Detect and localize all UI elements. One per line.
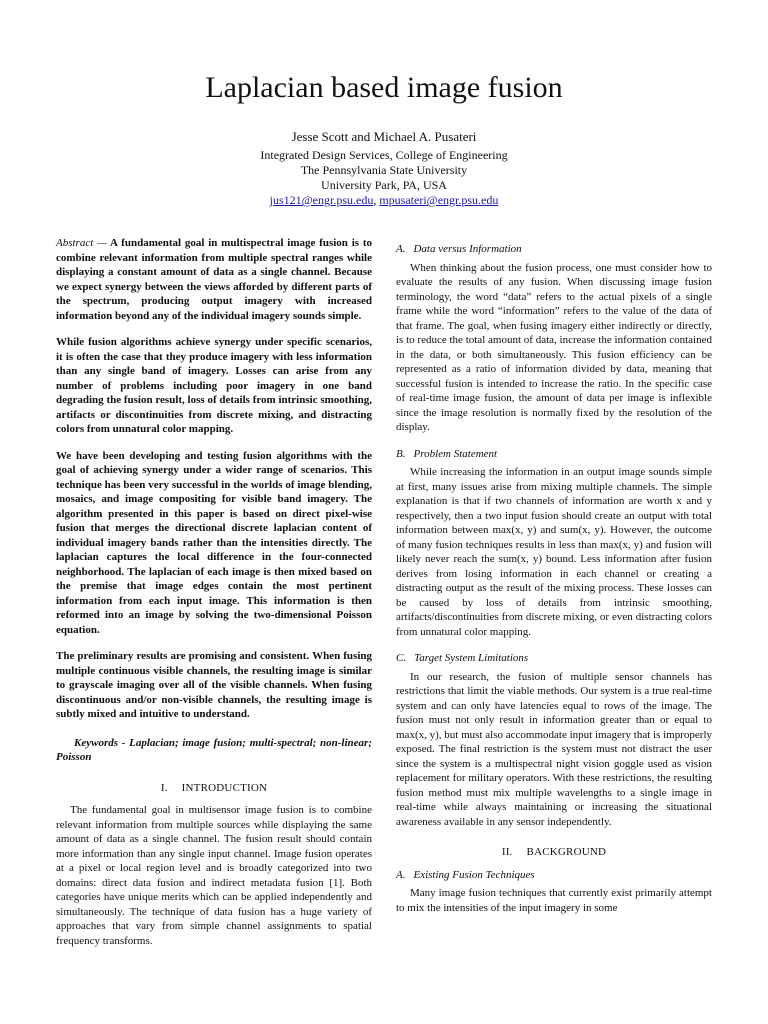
subsection-heading-data-information (396, 242, 712, 257)
section-number: I. (160, 781, 168, 794)
abstract-lead: Abstract — (56, 237, 107, 249)
introduction-paragraph: The fundamental goal in multisensor image fusion is to combine relevant information from multiple sources while displaying the same amount of data as a single channel. The fusion result should contain more information than any single input channel. Image fusion operates at a pixel or local region level and is broadly categorized into two domains: direct data fusion and indirect metadata fusion [1]. Both categories have unique merits which can be applied independently and simultaneously. The technique of data fusion has a huge variety of approaches that vary from simple channel assignments to spatial frequency transforms. (56, 804, 372, 947)
left-column (56, 236, 372, 960)
subsection-heading-problem-statement (396, 447, 712, 462)
section-heading-background (396, 845, 712, 860)
section-title-initial: B (526, 846, 535, 858)
section-heading-introduction (56, 781, 372, 796)
email-line (0, 193, 768, 208)
abstract-paragraph: While fusion algorithms achieve synergy under specific scenarios, it is often the case that they produce imagery with less information than any single band of imagery. Losses can arise from any number of problems including poor imagery in one band degrading the fusion result, loss of details from intrinsic smoothing, artifacts or discontinuities from discrete mixing, and distracting colors from unnatural color mapping. (56, 336, 372, 435)
subsection-title: Existing Fusion Techniques (413, 868, 535, 881)
abstract-paragraph (56, 236, 372, 323)
subsection-letter: B. (396, 447, 406, 460)
affiliation-line: Integrated Design Services, College of Engineering (260, 148, 508, 162)
subsection-heading-existing-techniques (396, 868, 712, 883)
email-link-scott[interactable]: jus121@engr.psu.edu (269, 193, 374, 207)
affiliation-line: The Pennsylvania State University (300, 163, 468, 177)
email-link-pusateri[interactable]: mpusateri@engr.psu.edu (379, 193, 499, 207)
section-title-initial: I (181, 781, 186, 794)
abstract-text: A fundamental goal in multispectral image fusion is to combine relevant information from multiple spectral ranges while displaying a constant amount of data as a single channel. Because we expect synergy between the views afforded by different parts of the spectrum, producing output imagery with increased information beyond any of the individual imagery sounds simple. (56, 237, 372, 322)
affiliation-line: University Park, PA, USA (321, 178, 447, 192)
subsection-title: Data versus Information (413, 243, 522, 255)
target-system-paragraph: In our research, the fusion of multiple sensor channels has restrictions that limit the viable methods. Our system is a true real-time system and can only have latencies equal to rows of the image. The fusion must not only result in information greater than or equal to max(x, y), but must also accommodate input imagery that is improperly exposed. The final restriction is the system must not distract the user since the system is a multispectral night vision goggle used as vision replacement for military operators. With these restrictions, the resulting fusion method must mix multiple wavelengths to a single image in real-time while always maintaining or increasing the situational awareness available in any sensor independently. (396, 670, 712, 828)
problem-statement-paragraph: While increasing the information in an output image sounds simple at first, many issues arise from mixing multiple channels. The simple explanation is that if two channels of information are worth x and y respectively, then a two input fusion should create an output with total information between max(x, y) and sum(x, y). However, the outcome of many fusion techniques results in less than max(x, y) and fusion will likely never reach the sum(x, y) bound. Less information after fusion derives from losing information in each channel or creating a distracting output as the result of the mixing process. These losses can be caused by loss of details from intrinsic smoothing, artifacts/discontinuities from discrete mixing, or even distracting colors from unnatural color mapping. (396, 466, 712, 638)
data-information-paragraph: When thinking about the fusion process, one must consider how to evaluate the results of any fusion. When discussing image fusion terminology, the word “data” refers to the actual pixels of a single frame while the word “information” refers to the value of the data of that frame. The goal, when fusing imagery either indirectly or directly, is to reduce the total amount of data, increase the information contained in the data, or both simultaneously. This fusion efficiency can be represented as a ratio of information divided by data, meaning that successful fusion is intended to increase the ratio. In the specific case of real-time image fusion, the amount of data per image is inflexible since the image resolution is normally fixed by the resolution of the display. (396, 261, 712, 433)
subsection-letter: C. (396, 652, 407, 664)
section-title-rest: NTRODUCTION (185, 781, 268, 794)
subsection-title: Problem Statement (413, 447, 498, 460)
abstract-paragraph: We have been developing and testing fusion algorithms with the goal of achieving synergy under a wider range of scenarios. This technique has been very successful in the worlds of image blending, mosaics, and image compositing for visible band imagery. The algorithm presented in this paper is based on direct pixel-wise fusion that merges the directional discrete laplacian content of individual imagery bands rather than the intensities directly. The laplacian captures the local difference in the four-connected neighborhood. The laplacian of each image is then mixed based on the premise that image edges contain the most pertinent information from each input image. This information is then reformed into an image by solving the two-dimensional Poisson equation. (56, 449, 372, 636)
subsection-heading-target-system (396, 651, 712, 666)
section-number: II. (501, 846, 513, 858)
right-column (396, 236, 712, 927)
subsection-letter: A. (396, 868, 406, 881)
keywords: Keywords - Laplacian; image fusion; multi-spectral; non-linear; Poisson (56, 736, 372, 763)
email-separator: , (373, 193, 380, 207)
existing-techniques-paragraph: Many image fusion techniques that currently exist primarily attempt to mix the intensities of the input imagery in some (396, 887, 712, 914)
abstract-paragraph: The preliminary results are promising and consistent. When fusing multiple continuous visible channels, the resulting image is similar to grayscale imaging over all of the visible channels. When fusing discontinuous and/or non-visible channels, the resulting image is subtly mixed and intuitive to understand. (56, 650, 372, 720)
abstract (56, 236, 372, 722)
section-title-rest: ACKGROUND (534, 846, 607, 858)
affiliation-block (0, 148, 768, 208)
author-names: Jesse Scott and Michael A. Pusateri (291, 129, 477, 144)
subsection-title: Target System Limitations (414, 652, 529, 664)
subsection-letter: A. (396, 243, 406, 255)
paper-title: Laplacian based image fusion (205, 71, 563, 104)
